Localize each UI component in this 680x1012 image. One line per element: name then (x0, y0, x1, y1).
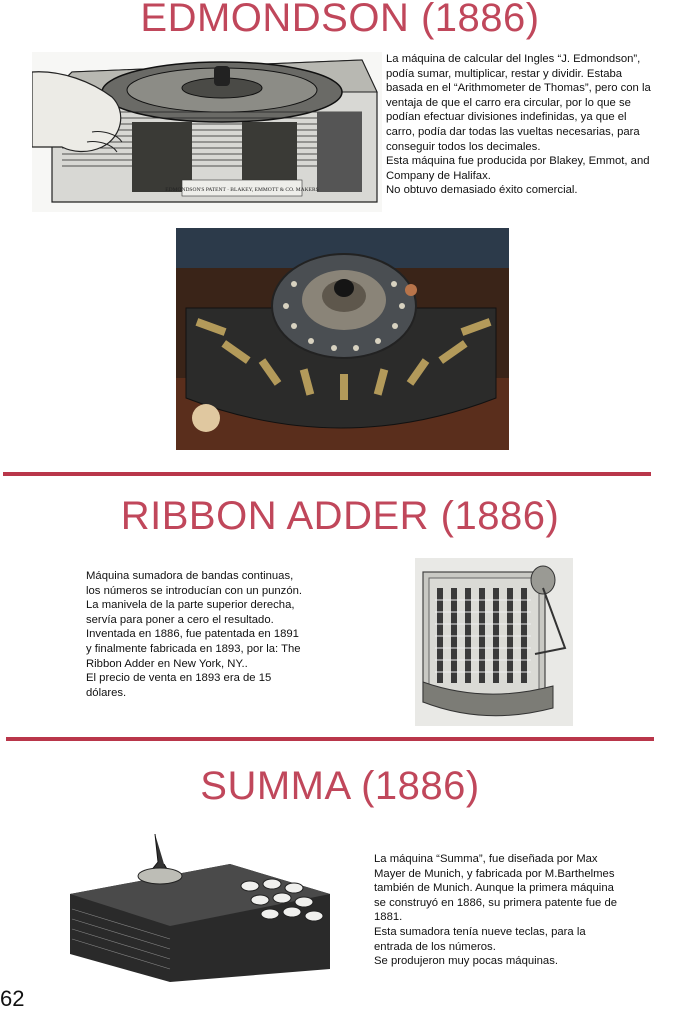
summa-description (374, 852, 617, 969)
text-line: Mayer de Munich, y fabricada por M.Barthelmes (374, 867, 615, 880)
text-line: entrada de los números. (374, 940, 496, 953)
text-line: basada en el “Arithmometer de Thomas”, pero con la (386, 82, 651, 95)
text-line: Esta sumadora tenía nueve teclas, para la (374, 925, 586, 938)
text-line: El precio de venta en 1893 era de 15 (86, 672, 272, 685)
text-line: servía para poner a cero el resultado. (86, 613, 274, 626)
page-number: 62 (0, 986, 25, 1011)
section-divider (3, 472, 651, 476)
text-line: los números se introducían con un punzón. (86, 584, 303, 597)
text-line: y finalmente fabricada en 1893, por la: The (86, 642, 301, 655)
text-line: conseguir todos los decimales. (386, 140, 541, 153)
text-line: se construyó en 1886, su primera patente fue de (374, 896, 618, 909)
ribbon-adder-image (415, 558, 573, 726)
text-line: carro, podía dar todas las vueltas necesarias, para (386, 125, 640, 138)
text-line: podía sumar, multiplicar, restar y dividir. Estaba (386, 67, 623, 80)
text-line: La manivela de la parte superior derecha, (86, 599, 295, 612)
section-divider (6, 737, 654, 741)
text-line: Se produjeron muy pocas máquinas. (374, 955, 558, 968)
text-line: dólares. (86, 686, 127, 699)
text-line: Esta máquina fue producida por Blakey, Emmot, and (386, 155, 650, 168)
section-title-edmondson: EDMONDSON (1886) (140, 0, 540, 40)
text-line: Máquina sumadora de bandas continuas, (86, 570, 294, 582)
text-line: La máquina “Summa”, fue diseñada por Max (374, 853, 598, 865)
text-line: No obtuvo demasiado éxito comercial. (386, 184, 578, 197)
text-line: Ribbon Adder en New York, NY.. (86, 657, 248, 670)
summa-engraving-image (60, 834, 340, 984)
text-line: podían efectuar divisiones indefinidas, ya que el (386, 111, 627, 124)
text-line: Company de Halifax. (386, 169, 491, 182)
edmondson-photo (176, 228, 509, 450)
text-line: Inventada en 1886, fue patentada en 1891 (86, 628, 299, 641)
edmondson-engraving-image (32, 52, 382, 212)
text-line: ventaja de que el carro era circular, por lo que se (386, 96, 631, 109)
edmondson-description (386, 52, 651, 198)
text-line: 1881. (374, 911, 403, 924)
text-line: La máquina de calcular del Ingles “J. Edmondson”, (386, 53, 641, 65)
ribbon-adder-description (86, 569, 302, 700)
engraving-maker-plate: EDMONDSON'S PATENT · BLAKEY, EMMOTT & CO. MAKERS (165, 187, 319, 193)
section-title-ribbon-adder: RIBBON ADDER (1886) (120, 494, 560, 538)
text-line: también de Munich. Aunque la primera máquina (374, 882, 614, 895)
section-title-summa: SUMMA (1886) (200, 764, 480, 808)
